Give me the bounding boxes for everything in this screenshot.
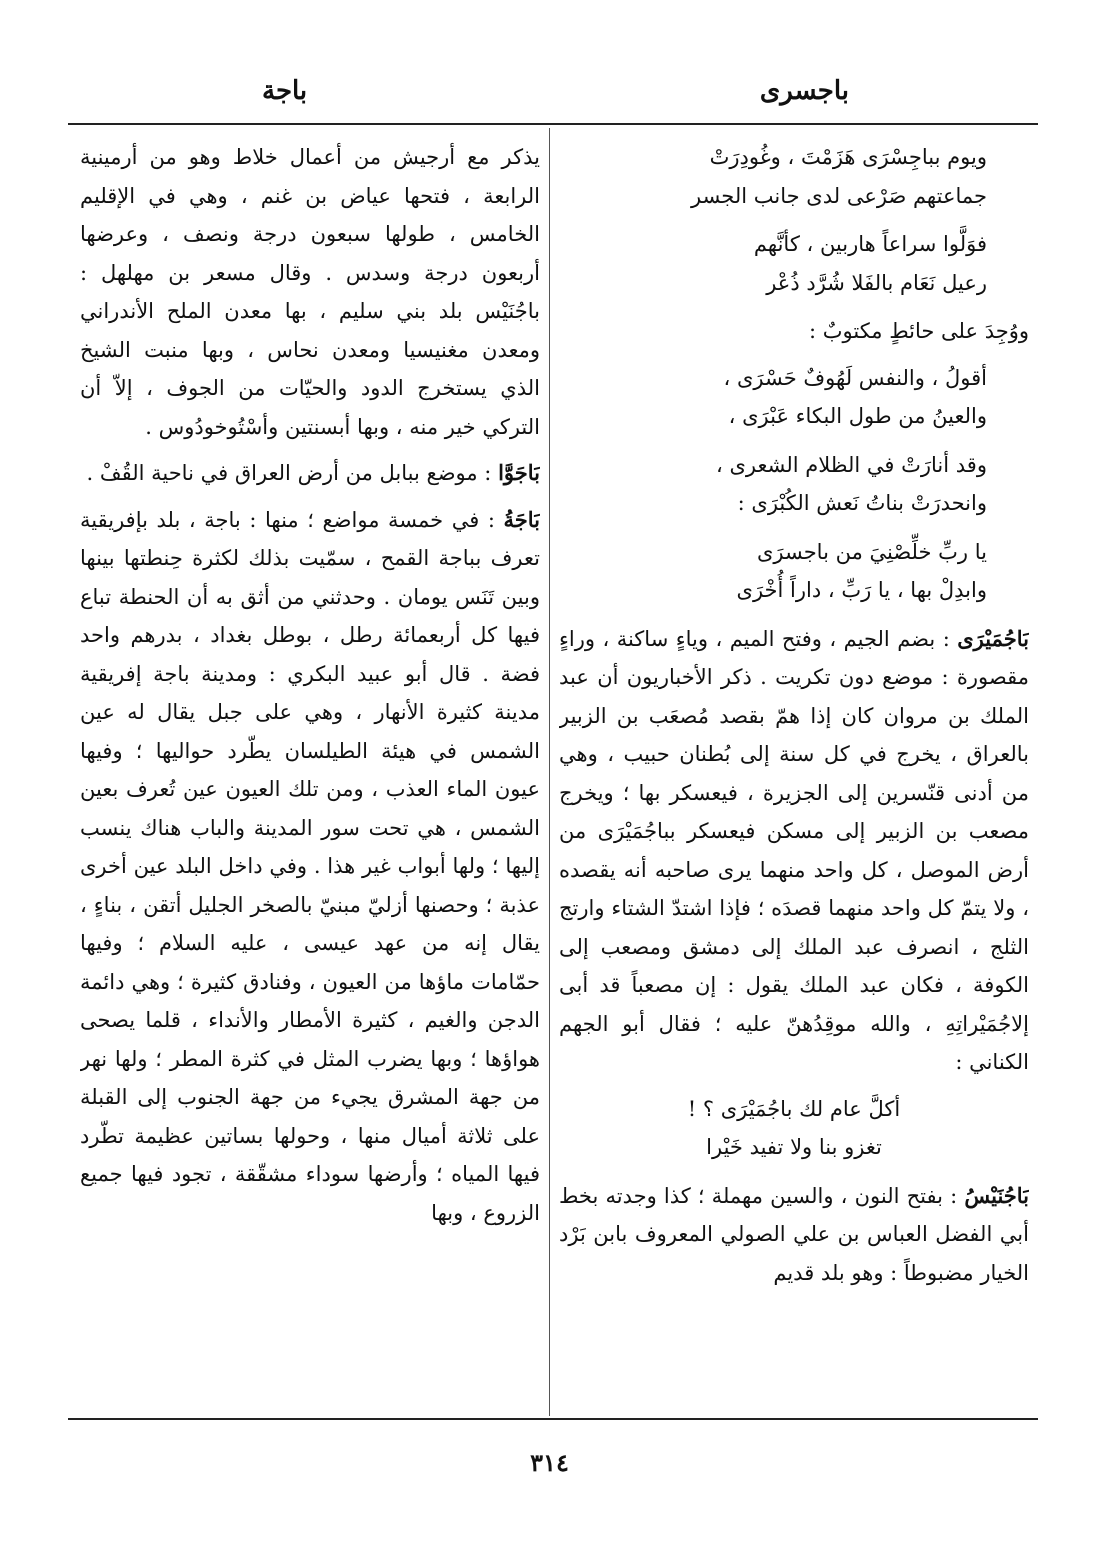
verse-line: وانحدرَتْ بناتُ نَعش الكُبْرَى : xyxy=(737,491,987,515)
poem-stanza xyxy=(559,533,1029,610)
poem-stanza xyxy=(559,446,1029,523)
entry-text: : موضع ببابل من أرض العراق في ناحية القُفْ . xyxy=(86,461,492,485)
poem-stanza xyxy=(559,1090,1029,1167)
entry-headword: بَاجُنَيْسُ xyxy=(964,1182,1029,1208)
verse-line: وقد أنارَتْ في الظلام الشعرى ، xyxy=(715,452,987,477)
entry-text: : بضم الجيم ، وفتح الميم ، وياءٍ ساكنة ، وراءٍ مقصورة : موضع دون تكريت . ذكر الأخباريون أن عبد الملك بن مروان كان إذا همّ بقصد مُصعَب بن الزبير بالعراق ، يخرج في كل سنة إلى بُطنان حبيب ، وهي من أدنى قنّسرين إلى الجزيرة ، فيعسكر بها ؛ ويخرج مصعب بن الزبير إلى مسكن فيعسكر بباجُمَيْرَى من أرض الموصل ، كل واحد منهما يرى صاحبه أنه يقصده ، ولا يتمّ كل واحد منهما قصدَه ؛ فإذا اشتدّ الشتاء وارتج الثلج ، انصرف عبد الملك إلى دمشق ومصعب إلى الكوفة ، فكان عبد الملك يقول : إن مصعباً قد أبى إلاجُمَيْراتِهِ ، والله موقِدُهنّ عليه ؛ فقال أبو الجهم الكناني : xyxy=(559,626,1029,1074)
entry-bajumayra xyxy=(559,620,1029,1082)
entry-baja xyxy=(80,501,540,1233)
entry-headword: بَاجُمَيْرَى xyxy=(957,625,1029,651)
entry-headword: بَاجَوَّا xyxy=(498,460,540,485)
poem-stanza xyxy=(559,225,1029,302)
running-head-right: باجسرى xyxy=(759,76,849,106)
left-column xyxy=(80,138,540,1408)
entry-headword: بَاجَةُ xyxy=(503,506,540,532)
verse-line: ويوم بباجِسْرَى هَزَمْتَ ، وغُودِرَتْ xyxy=(709,145,987,169)
prose-line: ووُجِدَ على حائطٍ مكتوبٌ : xyxy=(808,319,1029,343)
verse-line: جماعتهم صَرْعى لدى جانب الجسر xyxy=(690,183,987,208)
page-number: ٣١٤ xyxy=(530,1448,569,1477)
entry-bajunays xyxy=(559,1177,1029,1293)
verse-line: وابدِلْ بها ، يا رَبِّ ، داراً أُخْرَى xyxy=(736,578,987,602)
entry-text: : بفتح النون ، والسين مهملة ؛ كذا وجدته بخط أبي الفضل العباس بن علي الصولي المعروف بابن بَرْد الخيار مضبوطاً : وهو بلد قديم xyxy=(559,1183,1029,1285)
verse-line: والعينُ من طول البكاء عَبْرَى ، xyxy=(728,404,987,428)
verse-line: تغزو بنا ولا تفيد خَيْرا xyxy=(706,1135,882,1159)
footer-rule xyxy=(68,1418,1038,1420)
poem-stanza xyxy=(559,359,1029,436)
header-rule xyxy=(68,123,1038,125)
column-divider xyxy=(549,128,550,1416)
verse-line: أقولُ ، والنفس لَهُوفٌ حَسْرَى ، xyxy=(723,365,987,390)
verse-line: فوَلَّوا سراعاً هاربين ، كأنَّهم xyxy=(753,232,987,256)
verse-line: رعيل نَعَام بالفَلا شُرَّد ذُعْر xyxy=(766,270,987,295)
verse-line: أكلَّ عام لك باجُمَيْرَى ؟ ! xyxy=(687,1096,901,1121)
entry-bajawa xyxy=(80,454,540,493)
entry-text: : في خمسة مواضع ؛ منها : باجة ، بلد بإفريقية تعرف بباجة القمح ، سمّيت بذلك لكثرة حِنطتها بينها وبين تَنَس يومان . وحدثني من أثق به أن الحنطة تباع فيها كل أربعمائة رطل ، بوطل بغداد ، بدرهم واحد فضة . قال أبو عبيد البكري : ومدينة باجة إفريقية مدينة كثيرة الأنهار ، وهي على جبل يقال له عين الشمس في هيئة الطيلسان يطّرد حواليها ؛ وفيها عيون الماء العذب ، ومن تلك العيون عين تُعرف بعين الشمس ، هي تحت سور المدينة والباب هناك ينسب إليها ؛ ولها أبواب غير هذا . وفي داخل البلد عين أخرى عذبة ؛ وحصنها أزليّ مبنيّ بالصخر الجليل أتقن ، بناءٍ ، يقال إنه من عهد عيسى ، عليه السلام ؛ وفيها حمّامات ماؤها من العيون ، وفنادق كثيرة ؛ وهي دائمة الدجن والغيم ، كثيرة الأمطار والأنداء ، قلما يصحى هواؤها ؛ وبها يضرب المثل في كثرة المطر ؛ ولها نهر من جهة المشرق يجيء من جهة الجنوب إلى القبلة على ثلاثة أميال منها ، وحولها بساتين عظيمة تطّرد فيها المياه ؛ وأرضها سوداء مشقّقة ، تجود فيها جميع الزروع ، وبها xyxy=(80,507,540,1225)
running-head-left: باجة xyxy=(262,76,308,106)
right-column xyxy=(559,138,1029,1408)
verse-line: يا ربِّ خلِّصْنِيَ من باجسرَى xyxy=(756,539,987,564)
entry-continuation: يذكر مع أرجيش من أعمال خلاط وهو من أرمينية الرابعة ، فتحها عياض بن غنم ، وهي في الإقليم الخامس ، طولها سبعون درجة ونصف ، وعرضها أربعون درجة وسدس . وقال مسعر بن مهلهل : باجُنَيْس بلد بني سليم ، بها معدن الملح الأندراني ومعدن مغنيسيا ومعدن نحاس ، وبها منبت الشيخ الذي يستخرج الدود والحيّات من الجوف ، إلاّ أن التركي خير منه ، وبها أبسنتين وأسْتُوخودُوس . xyxy=(80,145,540,439)
poem-stanza xyxy=(559,138,1029,215)
